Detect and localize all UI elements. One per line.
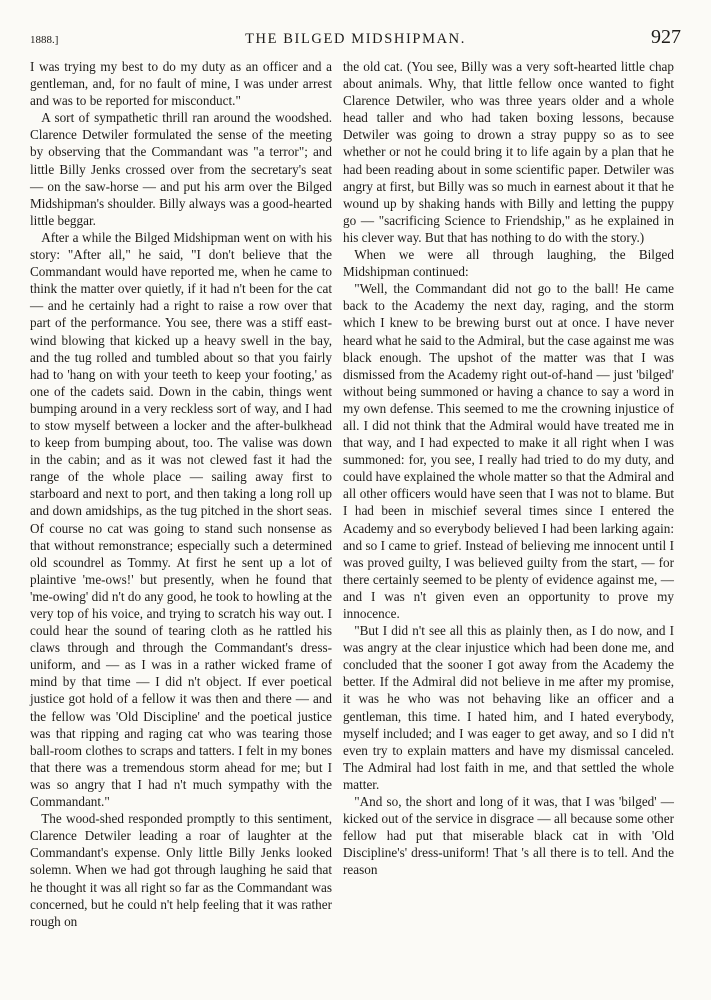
paragraph: When we were all through laughing, the Bilged Midshipman continued:	[343, 247, 674, 280]
running-title: THE BILGED MIDSHIPMAN.	[245, 31, 466, 47]
paragraph: A sort of sympathetic thrill ran around the woodshed. Clarence Detwiler formulated the sense of the meeting by observing that the Commandant was "a terror"; and little Billy Jenks crossed over from the secretary's seat — on the saw-horse — and put his arm over the Bilged Midshipman's shoulder. Billy always was a good-hearted little beggar.	[30, 110, 332, 228]
paragraph: I was trying my best to do my duty as an officer and a gentleman, and, for no fault of mine, I was under arrest and was to be reported for misconduct."	[30, 59, 332, 109]
paragraph: The wood-shed responded promptly to this sentiment, Clarence Detwiler leading a roar of laughter at the Commandant's expense. Only little Billy Jenks looked solemn. When we had got through laughing he said that he thought it was all right so far as the Commandant was concerned, but he could n't help feeling that it was rather rough on	[30, 811, 332, 929]
page-header	[30, 26, 681, 52]
page-number: 927	[651, 26, 681, 48]
paragraph: "And so, the short and long of it was, that I was 'bilged' — kicked out of the service in disgrace — all because some other fellow had put that miserable black cat in with 'Old Discipline's' dress-uniform! That 's all there is to tell. And the reason	[343, 794, 674, 878]
paragraph: the old cat. (You see, Billy was a very soft-hearted little chap about animals. Why, that little fellow once wanted to fight Clarence Detwiler, who was three years older and a whole head taller and who had taken boxing lessons, because Detwiler was going to drown a stray puppy so as to see whether or not he could bring it to life again by a plan that he had been reading about in some scientific paper. Detwiler was angry at first, but Billy was so much in earnest about it that he wound up by shaking hands with Billy and letting the puppy go — "sacrificing Science to Friendship," as he explained in his clever way. But that has nothing to do with the story.)	[343, 59, 674, 245]
right-column	[343, 58, 674, 879]
paragraph: "Well, the Commandant did not go to the ball! He came back to the Academy the next day, raging, and the storm which I knew to be brewing burst out at once. I have never heard what he said to the Admiral, but the case against me was black enough. The upshot of the matter was that I was dismissed from the Academy right out-of-hand — just 'bilged' without being summoned or having a chance to say a word in my own defense. This seemed to me the crowning injustice of all. I did not think that the Admiral would have treated me in that way, and I had expected to make it all right when I was summoned: for, you see, I really had tried to do my duty, and could have explained the whole matter so that the Admiral and all other officers would have seen that I was not to blame. But I had been in mischief several times since I entered the Academy and so everybody believed I had been larking again: and so I came to grief. Instead of believing me innocent until I was proved guilty, I was believed guilty from the start, — for there certainly seemed to be plenty of evidence against me, — and I was n't given even an opportunity to prove my innocence.	[343, 281, 674, 621]
paragraph: "But I did n't see all this as plainly then, as I do now, and I was angry at the clear injustice which had been done me, and concluded that the sooner I got away from the Academy the better. If the Admiral did not believe in me after my promise, it was he who was not behaving like an officer and a gentleman, this time. I hated him, and I hated everybody, myself included; and I was eager to get away, and so I did n't even try to explain matters and have my dismissal canceled. The Admiral had lost faith in me, and that settled the whole matter.	[343, 623, 674, 792]
header-year: 1888.]	[30, 34, 59, 46]
paragraph: After a while the Bilged Midshipman went on with his story: "After all," he said, "I don't believe that the Commandant would have reported me, when he came to think the matter over quietly, if it had n't been for the cat — and he certainly had a right to raise a row over that part of the performance. You see, there was a stiff east-wind blowing that kicked up a heavy swell in the bay, and the tug rolled and tumbled about so that you fairly had to 'hang on with your teeth to keep your footing,' as one of the cadets said. Down in the cabin, things went bumping around in a very reckless sort of way, and I had to stow myself between a locker and the after-bulkhead to keep from bumping about, too. The valise was down in the cabin; and as it was not clewed fast it had the range of the whole place — sailing away first to starboard and next to port, and then taking a long roll up and down amidships, as the tug pitched in the short seas. Of course no cat was going to stand such nonsense as that without remonstrance; especially such a determined old scoundrel as Tommy. At first he sent up a lot of plaintive 'me-ows!' but presently, when he found that 'me-owing' did n't do any good, he took to howling at the very top of his voice, and trying to scratch his way out. I could hear the sound of tearing cloth as he rattled his claws through and through the Commandant's dress-uniform, and — as I was in a rather wicked frame of mind by that time — I did n't object. If ever poetical justice got hold of a fellow it was then and there — and the fellow was 'Old Discipline' and the poetical justice was that ripping and raging cat who was tearing those ball-room clothes to scraps and tatters. I felt in my bones that there was a tremendous storm ahead for me; but I was so angry that I had n't much sympathy with the Commandant."	[30, 229, 332, 810]
left-column	[30, 58, 332, 930]
